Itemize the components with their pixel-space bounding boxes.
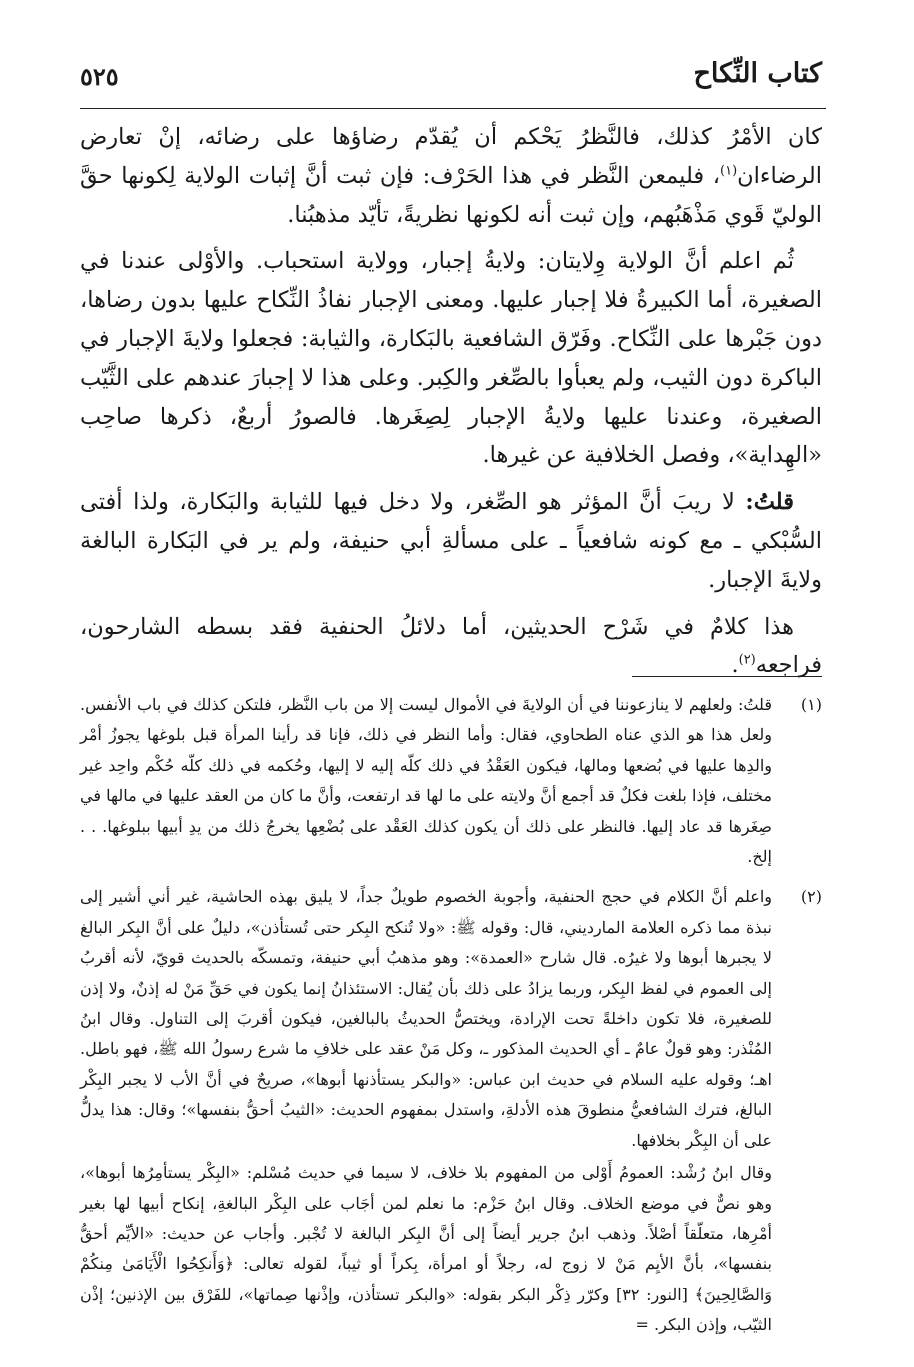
footnotes [80,690,822,1351]
paragraph-2: ثُم اعلم أنَّ الولاية وِلايتان: ولايةُ إجبار، وولاية استحباب. والأوْلى عندنا في الصغيرة، أما الكبيرةُ فلا إجبار عليها. ومعنى الإجبار نفاذُ النِّكاح عليها بدون رضاها، دون جَبْرها على النِّكاح. وفَرّق الشافعية بالبَكارة، والثيابة: فجعلوا ولايةَ الإجبار في الباكرة دون الثيب، ولم يعبأوا بالصِّغر والكِبر. وعلى هذا لا إجبارَ عندهم على الثَّيّب الصغيرة، وعندنا عليها ولايةُ الإجبار لِصِغَرها. فالصورُ أربعٌ، ذكرها صاحِب «الهِداية»، وفصل الخلافية عن غيرها. [80,248,822,469]
paragraph-1-rest: ، فليمعن النَّظر في هذا الحَرْف: فإن ثبت أنَّ إثبات الولاية لِكونها حقَّ الوليّ قَوي مَذْهَبُهم، وإن ثبت أنه لكونها نظريةً، تأيّد مذهبُنا. [80,162,822,228]
footnote-1-mark: (١) [800,695,822,714]
footnote-2 [80,882,822,1340]
paragraph-3 [80,483,822,599]
footnote-rule [632,676,822,677]
paragraph-4 [80,608,822,686]
header-rule [80,108,826,109]
paragraph-3-text: لا ريبَ أنَّ المؤثر هو الصِّغر، ولا دخل فيها للثيابة والبَكارة، ولذا أفتى السُّبْكي ـ مع كونه شافعياً ـ على مسألةِ أبي حنيفة، ولم ير في البَكارة البالغة ولايةَ الإجبار. [80,489,822,593]
paragraph-4-text: هذا كلامٌ في شَرْح الحديثين، أما دلائلُ الحنفية فقد بسطه الشارحون، فراجعه [80,613,822,679]
page-number: ٥٢٥ [80,62,119,91]
footnote-1 [80,690,822,872]
footnote-ref-1[interactable]: (١) [720,163,738,179]
running-header [80,58,822,100]
paragraph-1-text: كان الأمْرُ كذلك، فالنَّظرُ يَحْكم أن يُقدّم رضاؤها على رضائه، إنْ تعارض الرضاءان [80,124,822,189]
paragraph-4-end: . [731,652,739,679]
footnote-2-text-1: واعلم أنَّ الكلام في حجج الحنفية، وأجوبة الخصوم طويلٌ جداً، لا يليق بهذه الحاشية، غير أني أشير إلى نبذة مما ذكره العلامة المارديني، قال: وقوله ﷺ: «ولا تُنكح البِكر حتى تُستأذن»، دليلٌ على أنَّ البِكر البالغ لا يجبرها أبوها ولا غيرُه. قال شارح «العمدة»: وهو مذهبُ أبي حنيفة، وتمسكّه بالحديث قويّ، لأنه أقربُ إلى العموم في لفظ البِكر، وربما يزادُ على ذلك بأن يُقال: الاستئذانُ إنما يكون في حَقِّ مَنْ له إذنٌ، ولا إذن للصغيرة، فلا تكون داخلةً تحت الإرادة، ويختصُّ الحديثُ بالبالغين، فيكون أقربَ إلى التناول. وقال ابنُ المُنْذر: وهو قولٌ عامٌ ـ أي الحديث المذكور ـ، وكل مَنْ عقد على خلافِ ما شرع رسولُ الله ﷺ، فهو باطل. اهـ؛ وقوله عليه السلام في حديث ابن عباس: «والبكر يستأذنها أبوها»، صريحٌ في أنَّ الأب لا يجبر البِكْر البالغ، فترك الشافعيُّ منطوقَ هذه الأدلةِ، واستدل بمفهوم الحديث: «الثيبُ أحقُّ بنفسها»؛ وقال: هذا يدلُّ على أن البِكْر بخلافها. [80,887,773,1150]
footnote-2-mark: (٢) [800,887,822,907]
paragraph-1 [80,118,822,234]
book-title: كتاب النِّكاح [693,58,822,89]
footnote-2-text-2: وقال ابنُ رُشْد: العمومُ أَوْلى من المفهوم بلا خلاف، لا سيما في حديث مُسْلم: «البِكْر يستأمِرُها أبوها»، وهو نصٌّ في موضع الخلاف. وقال ابنُ حَزْم: ما نعلم لمن أجَاب على البِكْر البالغةِ، إنكاح أبيها لها بغير أمْرِها، متعلّقاً أصْلاً. وذهب ابنُ جرير أيضاً إلى أنَّ البِكر البالغة لا تُجْبر. وأجاب عن حديث: «الأيِّم أحقُّ بنفسها»، بأنَّ الأيِم مَنْ لا زوج له، رجلاً أو امرأة، بِكراً أو ثيباً، لقوله تعالى: ﴿وَأَنكِحُوا الْأَيَامَىٰ مِنكُمْ وَالصَّالِحِينَ﴾ [النور: ٣٢] وكرّر ذِكْر البكر بقوله: «والبكر تستأذن، وإذْنها صِماتها»، للفَرْق بين الإذنين؛ إذْن الثيّب، وإذن البكر. = [80,1163,773,1335]
footnote-ref-2[interactable]: (٢) [738,652,756,668]
paragraph-3-lead: قلتُ: [745,489,794,516]
footnote-1-text: قلتُ: ولعلهم لا ينازعوننا في أن الولايةَ في الأموال ليست إلا من باب النَّظر، فلتكن كذلك في باب الأنفس. ولعل هذا هو الذي عناه الطحاوي، فقال: وأما النظر في ذلك، فإنا قد رأينا المرأة قبل بلوغها يجوزُ أمْر والدِها عليها في بُضعها ومالها، فيكون العَقْدُ في ذلك كلّه إليه لا إليها، وحُكمه في ذلك كلّه حُكْم واحِد غير مختلف، فإذا بلغت فكلٌ قد أجمع أنَّ ولايته على ما لها قد ارتفعت، وأنَّ ما كان من العقد عليها في مالها في صِغَرها قد عاد إليها. فالنظر على ذلك أن يكون كذلك العَقْد على بُضْعِها يخرجُ ذلك من يدِ أبيها ببلوغها. . . إلخ. [80,695,773,867]
main-text [80,118,822,693]
